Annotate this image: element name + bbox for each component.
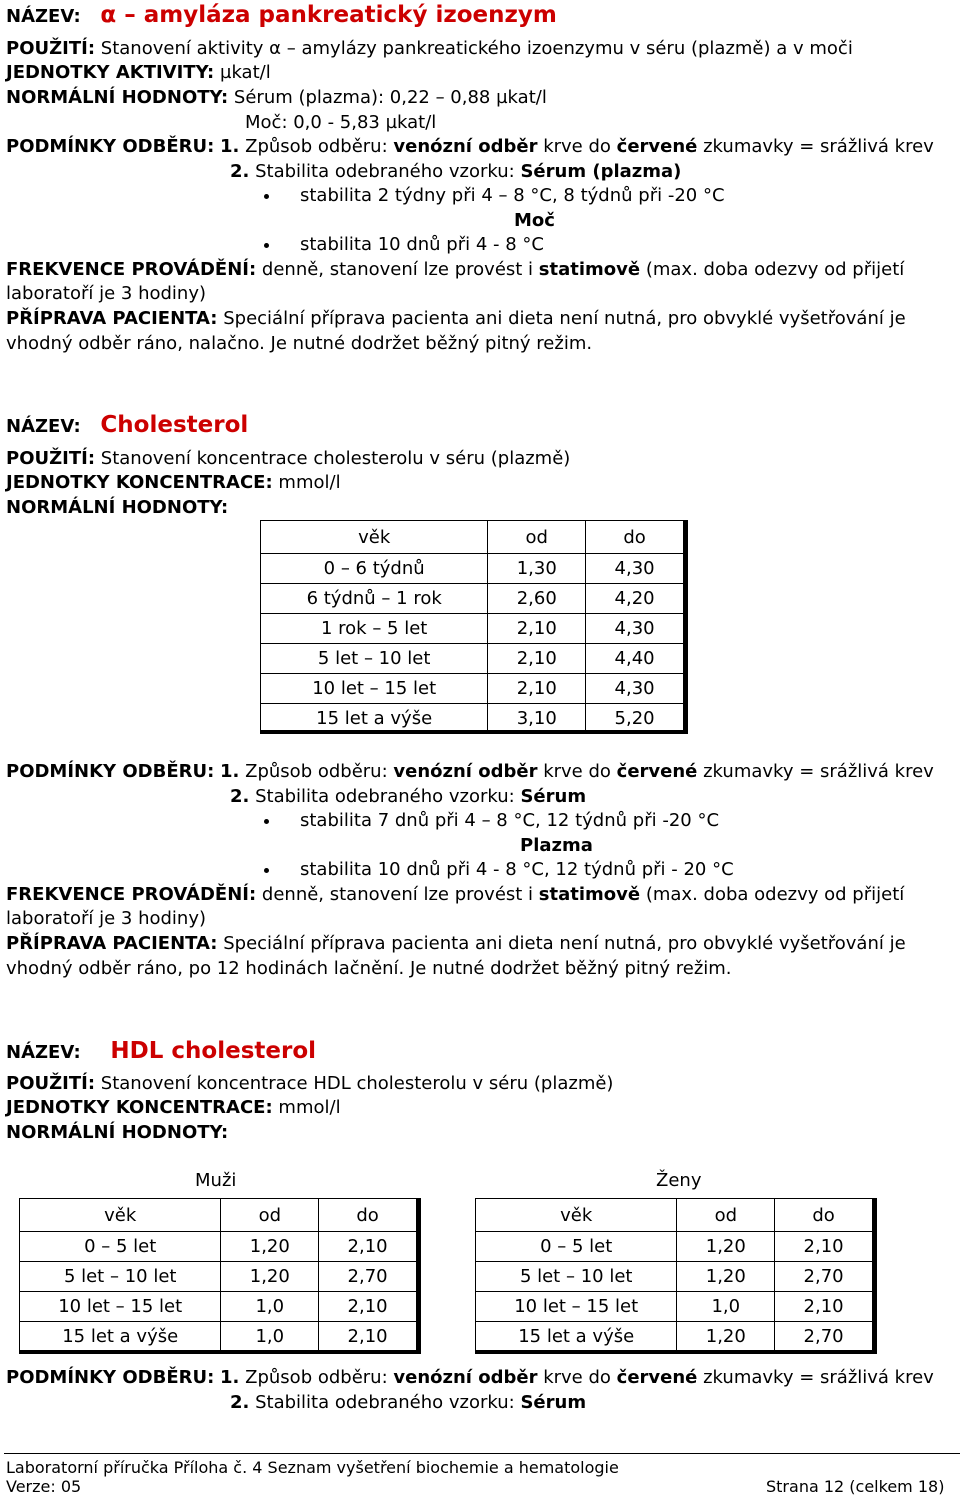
table-cell: 0 – 5 let [476, 1232, 677, 1262]
table-header-row [261, 521, 684, 554]
cholesterol-preparation-label: PŘÍPRAVA PACIENTA: [6, 933, 218, 954]
bullet-icon [264, 243, 269, 248]
table-cell: 2,10 [319, 1292, 417, 1322]
footer-page-number: Strana 12 (celkem 18) [766, 1477, 945, 1496]
hdl-title-line [6, 1040, 316, 1064]
cholesterol-usage [6, 448, 570, 470]
hdl-cond-2-sample: Sérum [520, 1392, 587, 1413]
table-cell: 2,70 [775, 1322, 873, 1352]
table-cell: 15 let a výše [261, 704, 488, 734]
amylase-stability-2: stabilita 10 dnů při 4 - 8 °C [300, 234, 544, 255]
table-cell: 10 let – 15 let [20, 1292, 221, 1322]
hdl-men-table [19, 1198, 417, 1352]
footer-title: Laboratorní příručka Příloha č. 4 Seznam vyšetření biochemie a hematologie [6, 1458, 619, 1477]
cholesterol-cond-2-text: Stabilita odebraného vzorku: [255, 786, 515, 807]
bullet-icon [264, 868, 269, 873]
table-header-cell: od [677, 1199, 775, 1232]
amylase-title-line [6, 4, 557, 28]
table-cell: 0 – 6 týdnů [261, 554, 488, 584]
amylase-frequency-2: laboratoří je 3 hodiny) [6, 283, 206, 304]
cholesterol-cond-1-num: 1. [220, 761, 240, 782]
table-row [261, 584, 684, 614]
hdl-usage-label: POUŽITÍ: [6, 1073, 96, 1094]
table-cell: 15 let a výše [476, 1322, 677, 1352]
cholesterol-cond-1-blood: krve do [543, 761, 611, 782]
amylase-preparation-2: vhodný odběr ráno, nalačno. Je nutné dodržet běžný pitný režim. [6, 333, 593, 354]
hdl-units-label: JEDNOTKY KONCENTRACE: [6, 1097, 273, 1118]
table-cell: 15 let a výše [20, 1322, 221, 1352]
cholesterol-frequency-response: (max. doba odezvy od přijetí [645, 884, 905, 905]
hdl-cond-1-venous: venózní odběr [393, 1367, 538, 1388]
hdl-cond-1-num: 1. [220, 1367, 240, 1388]
table-cell: 1,20 [221, 1262, 319, 1292]
cholesterol-cond-1-tube: zkumavky = srážlivá krev [703, 761, 934, 782]
table-header-cell: věk [261, 521, 488, 554]
table-cell: 5 let – 10 let [20, 1262, 221, 1292]
table-cell: 10 let – 15 let [476, 1292, 677, 1322]
amylase-cond-1-tube: zkumavky = srážlivá krev [703, 136, 934, 157]
cholesterol-cond-2-sample: Sérum [520, 786, 587, 807]
table-cell: 2,10 [488, 644, 586, 674]
table-cell: 2,10 [319, 1322, 417, 1352]
hdl-cond-2 [230, 1392, 586, 1414]
table-cell: 1,0 [221, 1322, 319, 1352]
table-cell: 4,30 [586, 554, 684, 584]
table-cell: 1,20 [677, 1322, 775, 1352]
cholesterol-cond-2-num: 2. [230, 786, 250, 807]
table-row [261, 614, 684, 644]
hdl-conditions [6, 1367, 934, 1389]
cholesterol-preparation-2: vhodný odběr ráno, po 12 hodinách lačnění. Je nutné dodržet běžný pitný režim. [6, 958, 732, 979]
table-header-cell: věk [476, 1199, 677, 1232]
cholesterol-conditions-label: PODMÍNKY ODBĚRU: [6, 761, 215, 782]
table-row [20, 1322, 417, 1352]
table-row [20, 1292, 417, 1322]
amylase-units [6, 62, 271, 84]
cholesterol-stability-2: stabilita 10 dnů při 4 - 8 °C, 12 týdnů při - 20 °C [300, 859, 734, 880]
amylase-nazev-label: NÁZEV: [6, 6, 81, 27]
table-row [261, 704, 684, 734]
amylase-cond-2-sample: Sérum (plazma) [520, 161, 682, 182]
amylase-urine-heading: Moč [514, 210, 555, 231]
cholesterol-frequency-stat: statimově [538, 884, 641, 905]
cholesterol-cond-1-method: Způsob odběru: [245, 761, 388, 782]
footer-divider [4, 1453, 960, 1454]
table-header-row [20, 1199, 417, 1232]
amylase-normal [6, 87, 547, 109]
hdl-cond-1-method: Způsob odběru: [245, 1367, 388, 1388]
hdl-cond-2-text: Stabilita odebraného vzorku: [255, 1392, 515, 1413]
amylase-conditions [6, 136, 934, 158]
table-header-cell: od [488, 521, 586, 554]
amylase-cond-1-blood: krve do [543, 136, 611, 157]
amylase-frequency-text: denně, stanovení lze provést i [261, 259, 534, 280]
hdl-normal-label: NORMÁLNÍ HODNOTY: [6, 1122, 229, 1143]
table-cell: 2,10 [488, 614, 586, 644]
hdl-cond-1-tube: zkumavky = srážlivá krev [703, 1367, 934, 1388]
cholesterol-reference-table [260, 520, 684, 734]
table-cell: 1,0 [677, 1292, 775, 1322]
cholesterol-units-label: JEDNOTKY KONCENTRACE: [6, 472, 273, 493]
table-cell: 2,70 [319, 1262, 417, 1292]
cholesterol-title: Cholesterol [100, 412, 249, 438]
hdl-cond-1-blood: krve do [543, 1367, 611, 1388]
cholesterol-normal-label: NORMÁLNÍ HODNOTY: [6, 497, 229, 518]
table-cell: 2,10 [775, 1292, 873, 1322]
table-cell: 4,30 [586, 674, 684, 704]
cholesterol-preparation [6, 933, 906, 955]
amylase-usage-label: POUŽITÍ: [6, 38, 96, 59]
amylase-cond-1-num: 1. [220, 136, 240, 157]
cholesterol-nazev-label: NÁZEV: [6, 416, 81, 437]
cholesterol-usage-label: POUŽITÍ: [6, 448, 96, 469]
amylase-stability-1: stabilita 2 týdny při 4 – 8 °C, 8 týdnů při -20 °C [300, 185, 725, 206]
footer-version: Verze: 05 [6, 1477, 82, 1496]
bullet-icon [264, 819, 269, 824]
cholesterol-cond-1-red: červené [616, 761, 698, 782]
cholesterol-title-line [6, 414, 248, 438]
table-row [476, 1262, 873, 1292]
amylase-units-value: µkat/l [220, 62, 271, 83]
amylase-normal-serum: Sérum (plazma): 0,22 – 0,88 µkat/l [233, 87, 547, 108]
hdl-usage [6, 1073, 613, 1095]
hdl-conditions-label: PODMÍNKY ODBĚRU: [6, 1367, 215, 1388]
amylase-frequency-stat: statimově [538, 259, 641, 280]
amylase-frequency-response: (max. doba odezvy od přijetí [645, 259, 905, 280]
cholesterol-cond-1-venous: venózní odběr [393, 761, 538, 782]
table-header-cell: do [775, 1199, 873, 1232]
table-cell: 1,20 [677, 1262, 775, 1292]
cholesterol-conditions [6, 761, 934, 783]
hdl-cond-1-red: červené [616, 1367, 698, 1388]
table-cell: 0 – 5 let [20, 1232, 221, 1262]
table-cell: 4,30 [586, 614, 684, 644]
hdl-usage-text: Stanovení koncentrace HDL cholesterolu v séru (plazmě) [100, 1073, 614, 1094]
cholesterol-stability-1: stabilita 7 dnů při 4 – 8 °C, 12 týdnů při -20 °C [300, 810, 720, 831]
table-cell: 3,10 [488, 704, 586, 734]
amylase-normal-label: NORMÁLNÍ HODNOTY: [6, 87, 229, 108]
amylase-title: α – amyláza pankreatický izoenzym [100, 2, 557, 28]
hdl-title: HDL cholesterol [110, 1038, 317, 1064]
table-cell: 1,0 [221, 1292, 319, 1322]
table-row [476, 1322, 873, 1352]
amylase-preparation-label: PŘÍPRAVA PACIENTA: [6, 308, 218, 329]
amylase-units-label: JEDNOTKY AKTIVITY: [6, 62, 215, 83]
amylase-conditions-label: PODMÍNKY ODBĚRU: [6, 136, 215, 157]
table-cell: 10 let – 15 let [261, 674, 488, 704]
table-cell: 1,20 [677, 1232, 775, 1262]
table-cell: 4,20 [586, 584, 684, 614]
table-header-cell: do [586, 521, 684, 554]
cholesterol-usage-text: Stanovení koncentrace cholesterolu v séru (plazmě) [100, 448, 571, 469]
table-header-row [476, 1199, 873, 1232]
table-header-cell: od [221, 1199, 319, 1232]
amylase-frequency-label: FREKVENCE PROVÁDĚNÍ: [6, 259, 257, 280]
hdl-cond-2-num: 2. [230, 1392, 250, 1413]
table-cell: 1 rok – 5 let [261, 614, 488, 644]
cholesterol-plasma-heading: Plazma [520, 835, 593, 856]
table-row [261, 644, 684, 674]
table-row [476, 1292, 873, 1322]
table-cell: 2,70 [775, 1262, 873, 1292]
cholesterol-frequency [6, 884, 904, 906]
amylase-preparation [6, 308, 906, 330]
cholesterol-frequency-2: laboratoří je 3 hodiny) [6, 908, 206, 929]
table-cell: 2,10 [488, 674, 586, 704]
cholesterol-frequency-text: denně, stanovení lze provést i [261, 884, 534, 905]
amylase-cond-1-red: červené [616, 136, 698, 157]
amylase-usage-text: Stanovení aktivity α – amylázy pankreatického izoenzymu v séru (plazmě) a v moči [100, 38, 853, 59]
amylase-cond-2-text: Stabilita odebraného vzorku: [255, 161, 515, 182]
amylase-frequency [6, 259, 904, 281]
hdl-units-value: mmol/l [278, 1097, 341, 1118]
cholesterol-units-value: mmol/l [278, 472, 341, 493]
cholesterol-preparation-text: Speciální příprava pacienta ani dieta není nutná, pro obvyklé vyšetřování je [223, 933, 906, 954]
amylase-normal-urine: Moč: 0,0 - 5,83 µkat/l [245, 112, 437, 133]
cholesterol-units [6, 472, 341, 494]
cholesterol-cond-2 [230, 786, 586, 808]
table-row [261, 674, 684, 704]
hdl-units [6, 1097, 341, 1119]
table-cell: 5 let – 10 let [476, 1262, 677, 1292]
table-row [20, 1262, 417, 1292]
hdl-nazev-label: NÁZEV: [6, 1042, 81, 1063]
amylase-cond-2-num: 2. [230, 161, 250, 182]
table-cell: 1,20 [221, 1232, 319, 1262]
cholesterol-frequency-label: FREKVENCE PROVÁDĚNÍ: [6, 884, 257, 905]
table-header-cell: věk [20, 1199, 221, 1232]
table-cell: 2,10 [775, 1232, 873, 1262]
amylase-preparation-text: Speciální příprava pacienta ani dieta není nutná, pro obvyklé vyšetřování je [223, 308, 906, 329]
amylase-cond-2 [230, 161, 681, 183]
amylase-usage [6, 38, 853, 60]
hdl-men-title: Muži [195, 1170, 237, 1191]
hdl-women-table [475, 1198, 873, 1352]
table-cell: 6 týdnů – 1 rok [261, 584, 488, 614]
amylase-cond-1-method: Způsob odběru: [245, 136, 388, 157]
table-cell: 5,20 [586, 704, 684, 734]
table-row [20, 1232, 417, 1262]
bullet-icon [264, 194, 269, 199]
table-row [261, 554, 684, 584]
table-row [476, 1232, 873, 1262]
table-cell: 4,40 [586, 644, 684, 674]
hdl-women-title: Ženy [656, 1170, 702, 1191]
table-cell: 2,60 [488, 584, 586, 614]
table-cell: 5 let – 10 let [261, 644, 488, 674]
amylase-cond-1-venous: venózní odběr [393, 136, 538, 157]
table-cell: 1,30 [488, 554, 586, 584]
table-header-cell: do [319, 1199, 417, 1232]
table-cell: 2,10 [319, 1232, 417, 1262]
